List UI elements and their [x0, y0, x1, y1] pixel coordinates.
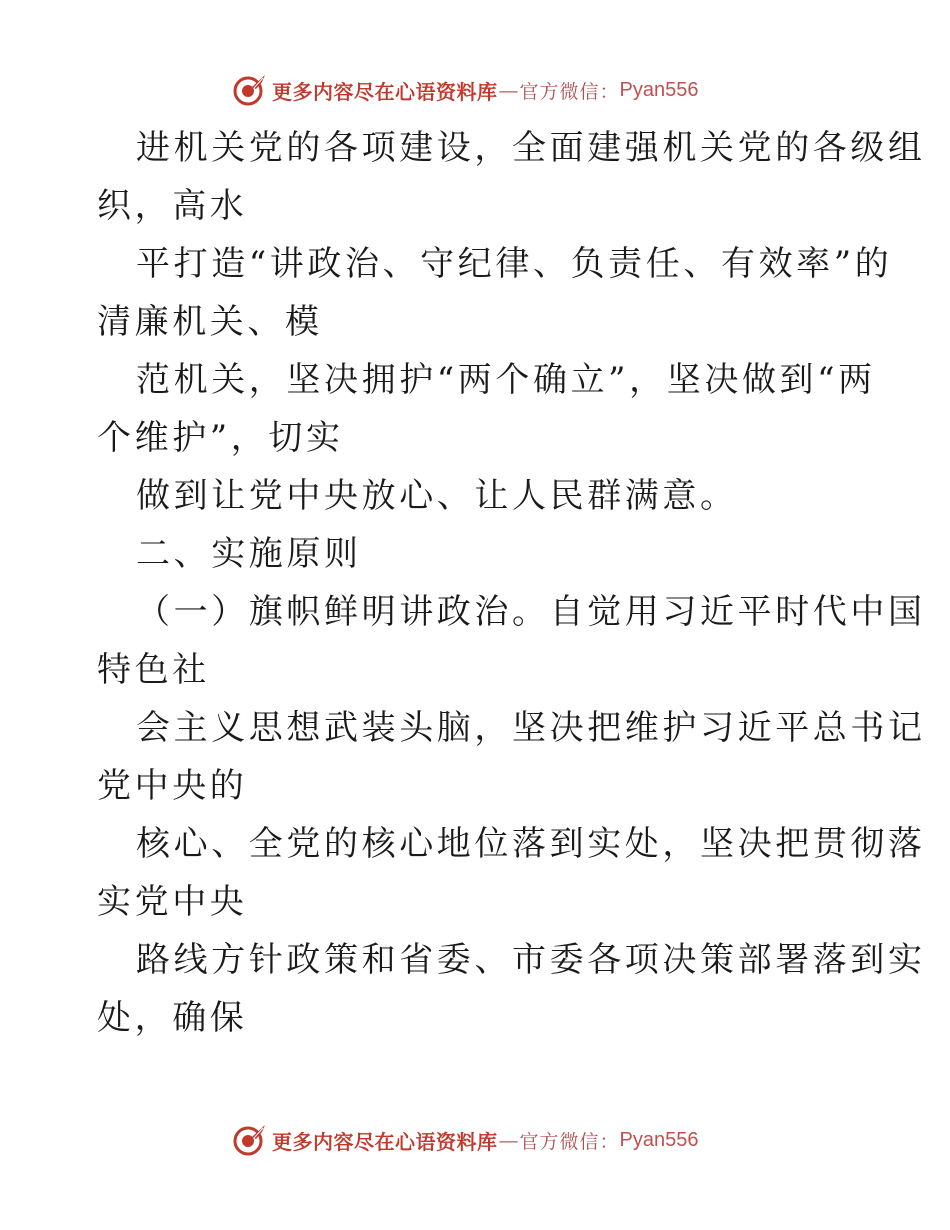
quill-logo-icon [232, 1122, 268, 1158]
body-line: 实党中央 [97, 882, 248, 922]
body-line: 路线方针政策和省委、市委各项决策部署落到实 [136, 940, 926, 980]
watermark-label: 官方微信： [519, 80, 620, 103]
watermark-wechat-id: Pyan556 [619, 78, 699, 101]
watermark-site-text: 更多内容尽在心语资料库 [272, 79, 498, 104]
watermark-wechat-id: Pyan556 [619, 1128, 699, 1151]
body-line: 范机关，坚决拥护“两个确立”，坚决做到“两 [136, 360, 876, 400]
body-line: 个维护”，切实 [97, 418, 344, 458]
body-line: 清廉机关、模 [97, 302, 323, 342]
watermark-label: 官方微信： [519, 1130, 620, 1153]
body-line: 平打造“讲政治、守纪律、负责任、有效率”的 [136, 244, 893, 284]
body-line: （一）旗帜鲜明讲政治。自觉用习近平时代中国 [136, 592, 926, 632]
body-line: 会主义思想武装头脑，坚决把维护习近平总书记 [136, 708, 926, 748]
body-line: 党中央的 [97, 766, 248, 806]
body-line: 处，确保 [97, 998, 248, 1038]
watermark-dash: — [498, 78, 519, 102]
body-line: 特色社 [97, 650, 210, 690]
footer-watermark [232, 1122, 698, 1158]
watermark-site-text: 更多内容尽在心语资料库 [272, 1129, 498, 1154]
watermark-dash: — [498, 1128, 519, 1152]
body-line: 进机关党的各项建设，全面建强机关党的各级组 [136, 128, 926, 168]
body-line: 做到让党中央放心、让人民群满意。 [136, 476, 738, 516]
header-watermark [232, 72, 698, 108]
section-heading: 二、实施原则 [136, 534, 362, 574]
body-line: 织，高水 [97, 186, 248, 226]
quill-logo-icon [232, 72, 268, 108]
body-line: 核心、全党的核心地位落到实处，坚决把贯彻落 [136, 824, 926, 864]
